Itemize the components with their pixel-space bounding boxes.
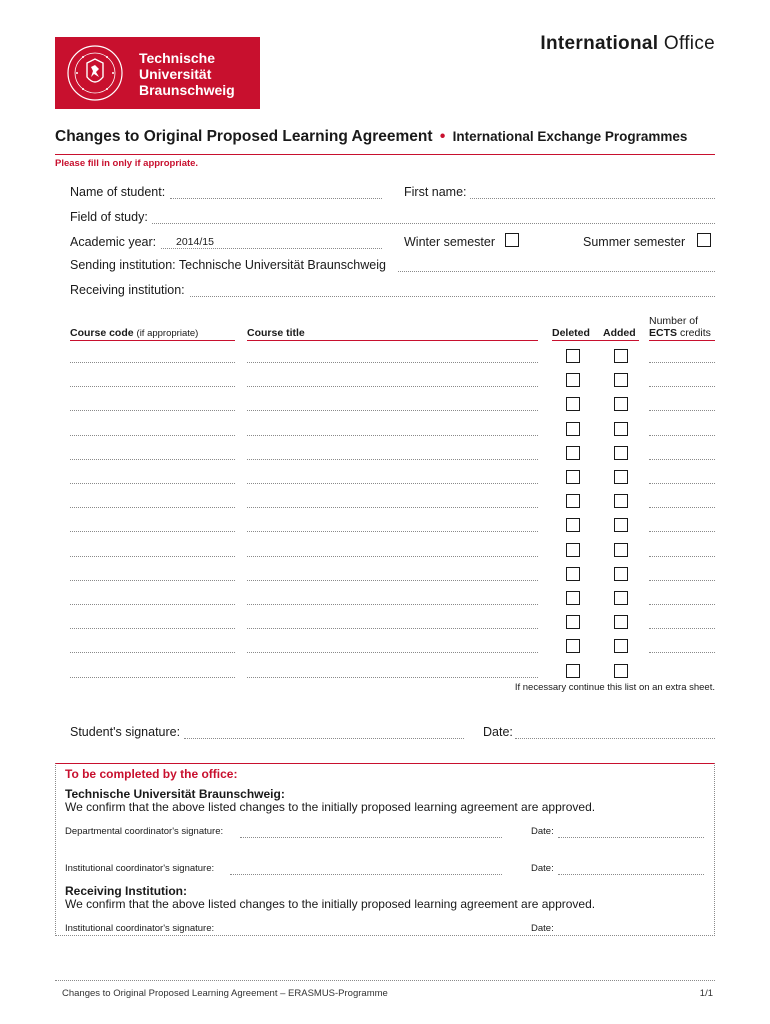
deleted-checkbox[interactable] <box>566 518 580 532</box>
student-date-input[interactable] <box>515 738 715 739</box>
course-title-input[interactable] <box>247 652 538 653</box>
course-title-input[interactable] <box>247 531 538 532</box>
academic-year-input[interactable] <box>161 248 382 249</box>
student-signature-input[interactable] <box>184 738 464 739</box>
deleted-checkbox[interactable] <box>566 664 580 678</box>
course-code-input[interactable] <box>70 459 235 460</box>
title-sub: International Exchange Programmes <box>452 129 688 144</box>
field-of-study-input[interactable] <box>152 223 715 224</box>
university-name-line3: Braunschweig <box>139 82 235 98</box>
page-number: 1/1 <box>699 988 713 999</box>
office-light: Office <box>663 33 715 54</box>
university-seal-icon <box>65 43 125 103</box>
course-code-input[interactable] <box>70 556 235 557</box>
added-checkbox[interactable] <box>614 639 628 653</box>
course-title-input[interactable] <box>247 435 538 436</box>
fill-in-note: Please fill in only if appropriate. <box>55 158 199 169</box>
course-title-input[interactable] <box>247 410 538 411</box>
course-title-header <box>247 327 305 339</box>
deleted-header-text: Deleted <box>552 327 590 339</box>
course-code-input[interactable] <box>70 677 235 678</box>
tu-braunschweig-logo <box>55 37 260 109</box>
receiving-institution-label: Receiving institution: <box>70 283 185 297</box>
office-receiving-name: Receiving Institution: <box>65 884 188 898</box>
course-code-input[interactable] <box>70 652 235 653</box>
added-checkbox[interactable] <box>614 615 628 629</box>
course-code-input[interactable] <box>70 410 235 411</box>
dept-signature-input[interactable] <box>240 837 502 838</box>
ects-header-line2 <box>649 327 711 339</box>
footer-rule <box>55 980 715 981</box>
inst-date-label: Date: <box>531 863 554 874</box>
ects-header-bold: ECTS <box>649 327 678 339</box>
deleted-checkbox[interactable] <box>566 373 580 387</box>
course-title-input[interactable] <box>247 604 538 605</box>
added-checkbox[interactable] <box>614 543 628 557</box>
added-checkbox[interactable] <box>614 664 628 678</box>
course-code-rule <box>70 340 235 341</box>
deleted-checkbox[interactable] <box>566 422 580 436</box>
sending-institution-input[interactable] <box>398 271 715 272</box>
added-header-text: Added <box>603 327 636 339</box>
dept-date-input[interactable] <box>558 837 704 838</box>
ects-input[interactable] <box>649 580 715 581</box>
international-office-heading <box>540 33 715 55</box>
inst-signature-input[interactable] <box>230 874 502 875</box>
student-signature-label: Student's signature: <box>70 725 181 739</box>
deleted-checkbox[interactable] <box>566 591 580 605</box>
ects-input[interactable] <box>649 531 715 532</box>
course-title-input[interactable] <box>247 677 538 678</box>
winter-semester-label: Winter semester <box>404 235 495 249</box>
deleted-checkbox[interactable] <box>566 349 580 363</box>
ects-input[interactable] <box>649 507 715 508</box>
page-title <box>55 128 687 146</box>
deleted-checkbox[interactable] <box>566 639 580 653</box>
deleted-added-rule <box>552 340 639 341</box>
office-receiving-confirm: We confirm that the above listed changes to the initially proposed learning agreement are approved. <box>65 897 596 911</box>
office-bold: International <box>540 33 659 54</box>
course-code-input[interactable] <box>70 507 235 508</box>
course-title-input[interactable] <box>247 556 538 557</box>
deleted-checkbox[interactable] <box>566 494 580 508</box>
added-checkbox[interactable] <box>614 397 628 411</box>
name-label: Name of student: <box>70 185 166 199</box>
name-input[interactable] <box>170 198 382 199</box>
ects-input[interactable] <box>649 483 715 484</box>
academic-year-label: Academic year: <box>70 235 157 249</box>
course-code-input[interactable] <box>70 531 235 532</box>
course-title-header-text: Course title <box>247 327 305 339</box>
deleted-checkbox[interactable] <box>566 446 580 460</box>
inst-signature-label: Institutional coordinator's signature: <box>65 863 215 874</box>
continue-note: If necessary continue this list on an extra sheet. <box>514 682 715 693</box>
title-rule <box>55 154 715 155</box>
receiving-date-label: Date: <box>531 923 554 934</box>
course-title-input[interactable] <box>247 362 538 363</box>
ects-header-line1: Number of <box>649 315 699 327</box>
added-header <box>603 327 636 339</box>
ects-input[interactable] <box>649 556 715 557</box>
inst-date-input[interactable] <box>558 874 704 875</box>
office-tu-name: Technische Universität Braunschweig: <box>65 787 285 801</box>
summer-semester-checkbox[interactable] <box>697 233 711 247</box>
first-name-label: First name: <box>404 185 467 199</box>
footer-title: Changes to Original Proposed Learning Agreement – ERASMUS-Programme <box>62 988 388 999</box>
course-title-input[interactable] <box>247 580 538 581</box>
university-name <box>139 50 235 98</box>
ects-header-rest: credits <box>679 327 711 339</box>
added-checkbox[interactable] <box>614 446 628 460</box>
sending-institution-label: Sending institution: Technische Universität Braunschweig <box>70 258 386 272</box>
deleted-checkbox[interactable] <box>566 397 580 411</box>
office-heading: To be completed by the office: <box>65 767 238 781</box>
course-code-input[interactable] <box>70 483 235 484</box>
deleted-checkbox[interactable] <box>566 567 580 581</box>
deleted-header <box>552 327 590 339</box>
ects-input[interactable] <box>649 362 715 363</box>
ects-input[interactable] <box>649 410 715 411</box>
ects-input[interactable] <box>649 652 715 653</box>
field-of-study-label: Field of study: <box>70 210 148 224</box>
course-title-input[interactable] <box>247 459 538 460</box>
added-checkbox[interactable] <box>614 567 628 581</box>
deleted-checkbox[interactable] <box>566 543 580 557</box>
added-checkbox[interactable] <box>614 518 628 532</box>
course-code-input[interactable] <box>70 628 235 629</box>
first-name-input[interactable] <box>470 198 715 199</box>
course-code-header-note: (if appropriate) <box>136 328 199 339</box>
deleted-checkbox[interactable] <box>566 615 580 629</box>
course-code-input[interactable] <box>70 362 235 363</box>
ects-rule <box>649 340 715 341</box>
summer-semester-label: Summer semester <box>583 235 686 249</box>
ects-input[interactable] <box>649 604 715 605</box>
course-code-input[interactable] <box>70 435 235 436</box>
added-checkbox[interactable] <box>614 373 628 387</box>
university-name-line1: Technische <box>139 50 215 66</box>
university-name-line2: Universität <box>139 66 212 82</box>
ects-input[interactable] <box>649 628 715 629</box>
course-title-input[interactable] <box>247 483 538 484</box>
course-title-rule <box>247 340 538 341</box>
dept-signature-label: Departmental coordinator's signature: <box>65 826 224 837</box>
course-code-header-text: Course code <box>70 327 134 339</box>
title-separator: • <box>439 128 446 145</box>
added-checkbox[interactable] <box>614 494 628 508</box>
added-checkbox[interactable] <box>614 591 628 605</box>
dept-date-label: Date: <box>531 826 554 837</box>
ects-input[interactable] <box>649 435 715 436</box>
course-title-input[interactable] <box>247 386 538 387</box>
title-main: Changes to Original Proposed Learning Agreement <box>55 128 433 145</box>
winter-semester-checkbox[interactable] <box>505 233 519 247</box>
added-checkbox[interactable] <box>614 422 628 436</box>
course-code-input[interactable] <box>70 386 235 387</box>
added-checkbox[interactable] <box>614 470 628 484</box>
office-tu-confirm: We confirm that the above listed changes to the initially proposed learning agreement are approved. <box>65 800 596 814</box>
course-title-input[interactable] <box>247 507 538 508</box>
ects-input[interactable] <box>649 459 715 460</box>
added-checkbox[interactable] <box>614 349 628 363</box>
course-code-header <box>70 327 198 339</box>
receiving-signature-label: Institutional coordinator's signature: <box>65 923 215 934</box>
course-code-input[interactable] <box>70 580 235 581</box>
receiving-institution-input[interactable] <box>190 296 715 297</box>
ects-input[interactable] <box>649 386 715 387</box>
course-code-input[interactable] <box>70 604 235 605</box>
academic-year-value: 2014/15 <box>176 236 214 248</box>
student-date-label: Date: <box>483 725 513 739</box>
deleted-checkbox[interactable] <box>566 470 580 484</box>
course-title-input[interactable] <box>247 628 538 629</box>
